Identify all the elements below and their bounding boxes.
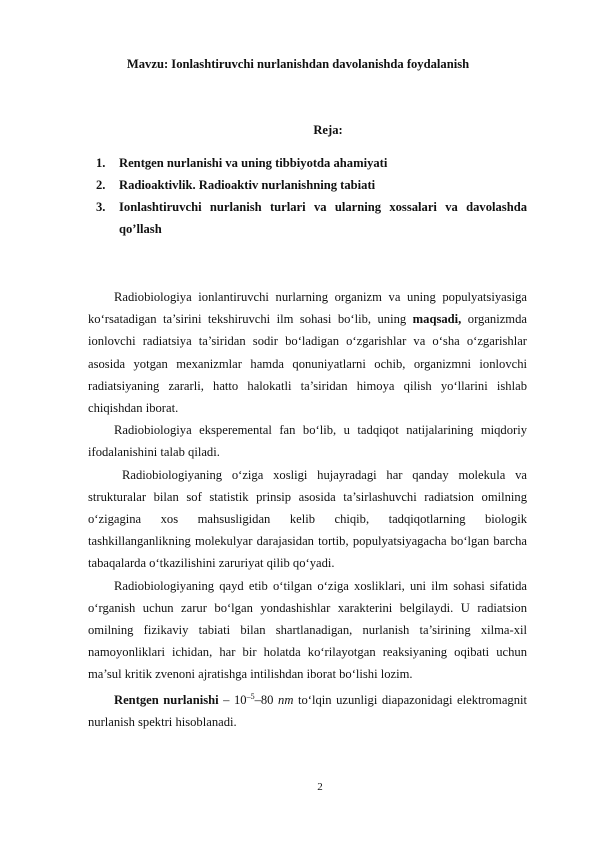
plan-item-text: Rentgen nurlanishi va uning tibbiyotda ahamiyati xyxy=(119,156,388,170)
plan-item-number: 1. xyxy=(96,156,106,170)
exponent: –5 xyxy=(246,691,255,701)
paragraph-5 xyxy=(88,686,527,733)
bold-term-rentgen: Rentgen nurlanishi xyxy=(114,692,219,707)
paragraph-2: Radiobiologiya eksperemental fan bo‘lib, u tadqiqot natijalarining miqdoriy ifodalanishini talab qiladi. xyxy=(88,423,527,460)
paragraph-text: to‘lqin uzunligi diapazonidagi elektromagnit nurlanish spektri hisoblanadi. xyxy=(88,692,527,729)
paragraph-text: – 10 xyxy=(218,692,247,707)
paragraph-4: Radiobiologiyaning qayd etib o‘tilgan o‘ziga xosliklari, uni ilm sohasi sifatida o‘rganish uchun zarur bo‘lgan yondashishlar xarakterini belgilaydi. U radiatsion omilning fizikaviy tabiati bilan shartlanadigan, nurlanish ta’sirining xilma-xil namoyonliklari ichidan, har bir holatda ko‘rilayotgan reaksiyaning oqibati uchun ma’sul kritik zvenoni ajratishga intilishdan iborat bo‘lishi lozim. xyxy=(88,578,527,682)
plan-item-number: 3. xyxy=(96,200,106,214)
plan-item-2 xyxy=(96,174,527,196)
plan-heading: Reja: xyxy=(313,123,343,137)
plan-item-1 xyxy=(96,152,527,174)
paragraph-3: Radiobiologiyaning o‘ziga xosligi hujayradagi har qanday molekula va strukturalar bilan sof statistik prinsip asosida ta’sirlashuvchi radiatsion omilning o‘zigagina xos mahsusligidan kelib chiqib, tadqiqotlarning biologik tashkillanganlikning molekulyar darajasidan tortib, populyatsiyagacha bo‘lgan barcha tabaqalarda o‘tkazilishini zaruriyat qilib qo‘yadi. xyxy=(88,467,527,571)
paragraph-text: organizmda ionlovchi radiatsiya ta’siridan sodir bo‘ladigan o‘zgarishlar va o‘sha o‘zgarishlar asosida yotgan mexanizmlar hamda qonuniyatlarni ochib, organizmni ionlovchi radiatsiyaning zararli, hatto halokatli ta’siridan himoya qilish yo‘llarini ishlab chiqishdan iborat. xyxy=(88,312,527,416)
page-number: 2 xyxy=(317,781,323,793)
paragraph-text: Radiobiologiya ionlantiruvchi nurlarning organizm va uning populyatsiyasiga ko‘rsatadigan ta’sirini tekshiruvchi ilm sohasi bo‘lib, uning xyxy=(88,290,527,327)
document-body xyxy=(88,286,527,733)
bold-term-maqsadi: maqsadi, xyxy=(412,312,462,327)
plan-item-text: Ionlashtiruvchi nurlanish turlari va ularning xossalari va davolashda qo’llash xyxy=(119,200,527,236)
plan-list xyxy=(96,152,527,240)
document-title: Mavzu: Ionlashtiruvchi nurlanishdan davolanishda foydalanish xyxy=(126,57,470,71)
plan-item-number: 2. xyxy=(96,178,106,192)
unit-nm: nm xyxy=(278,692,294,707)
paragraph-text: –80 xyxy=(254,692,279,707)
plan-item-text: Radioaktivlik. Radioaktiv nurlanishning tabiati xyxy=(119,178,376,192)
plan-item-3 xyxy=(96,196,527,240)
paragraph-1 xyxy=(88,286,527,419)
